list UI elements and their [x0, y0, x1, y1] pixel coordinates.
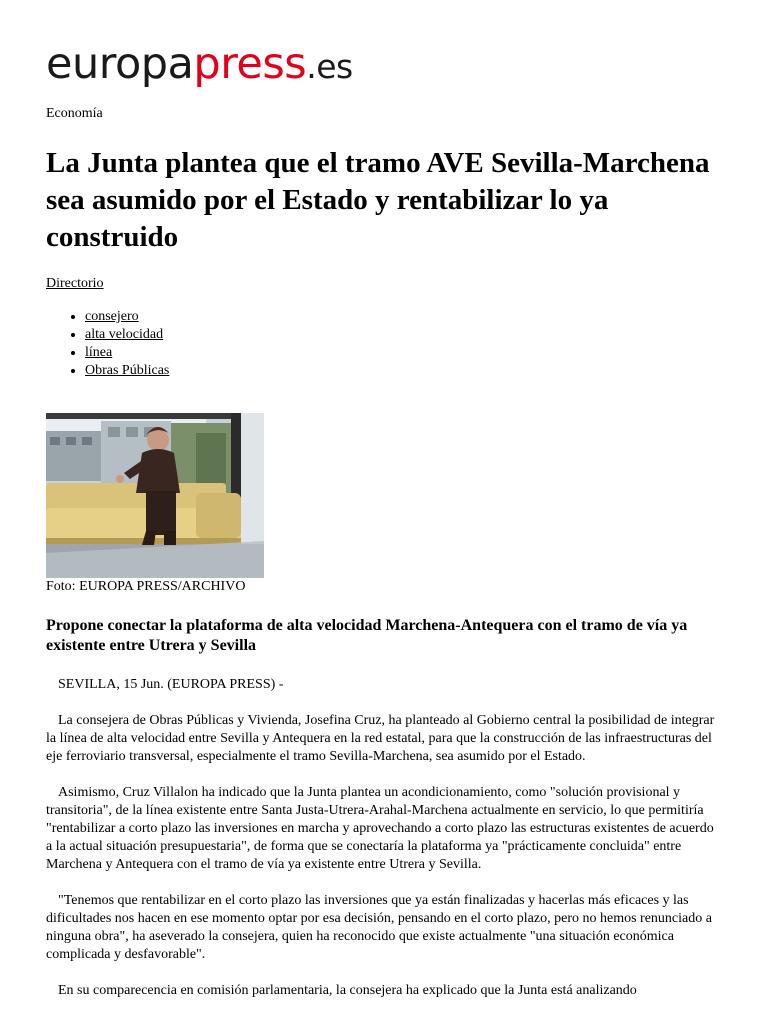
article-paragraph: Asimismo, Cruz Villalon ha indicado que la Junta plantea un acondicionamiento, como "solución provisional y transitoria", de la línea existente entre Santa Justa-Utrera-Arahal-Marchena actualmente en servicio, lo que permitiría "rentabilizar a corto plazo las inversiones en marcha y aprovechando a corto plazo las estructuras existentes de acuerdo a la actual situación presupuestaria", de forma que se conectaría la plataforma ya "prácticamente concluida" entre Marchena y Antequera con el tramo de vía ya existente entre Utrera y Sevilla.: [46, 785, 714, 872]
logo-text-press: press: [193, 39, 307, 89]
tag-item: [85, 308, 169, 326]
article-dateline: SEVILLA, 15 Jun. (EUROPA PRESS) -: [58, 677, 284, 692]
article-body: [46, 676, 722, 1018]
article-paragraph: "Tenemos que rentabilizar en el corto plazo las inversiones que ya están finalizadas y hacerlas más eficaces y las dificultades nos hacen en ese momento optar por esa decisión, pensando en el corto plazo, pero no hemos renunciado a ninguna obra", ha aseverado la consejera, quien ha reconocido que existe actualmente "una situación económica complicada y desfavorable".: [46, 893, 712, 962]
logo-text-europa: europa: [46, 39, 194, 89]
tag-link-alta-velocidad[interactable]: alta velocidad: [85, 327, 164, 342]
tag-link-consejero[interactable]: consejero: [85, 309, 139, 324]
article-paragraph: La consejera de Obras Públicas y Vivienda, Josefina Cruz, ha planteado al Gobierno central la posibilidad de integrar la línea de alta velocidad entre Sevilla y Antequera en la red estatal, para que la construcción de las infraestructuras del eje ferroviario transversal, especialmente el tramo Sevilla-Marchena, sea asumido por el Estado.: [46, 713, 715, 764]
logo-text-domain: .es: [306, 47, 353, 86]
photo-caption: Foto: EUROPA PRESS/ARCHIVO: [46, 579, 246, 594]
tag-link-obras-publicas[interactable]: Obras Públicas: [85, 363, 170, 378]
tag-link-linea[interactable]: línea: [85, 345, 113, 360]
europapress-logo[interactable]: [46, 38, 353, 93]
section-label: Economía: [46, 106, 103, 121]
tag-item: [85, 344, 169, 362]
tag-list: [46, 308, 169, 380]
directory-link[interactable]: Directorio: [46, 276, 104, 291]
article-photo: [46, 413, 264, 578]
article-paragraph: En su comparecencia en comisión parlamentaria, la consejera ha explicado que la Junta está analizando: [58, 983, 637, 998]
article-subtitle: Propone conectar la plataforma de alta velocidad Marchena-Antequera con el tramo de vía ya existente entre Utrera y Sevilla: [46, 617, 688, 654]
article-title: La Junta plantea que el tramo AVE Sevilla-Marchena sea asumido por el Estado y rentabilizar lo ya construido: [46, 147, 710, 253]
tag-item: [85, 362, 169, 380]
tag-item: [85, 326, 169, 344]
